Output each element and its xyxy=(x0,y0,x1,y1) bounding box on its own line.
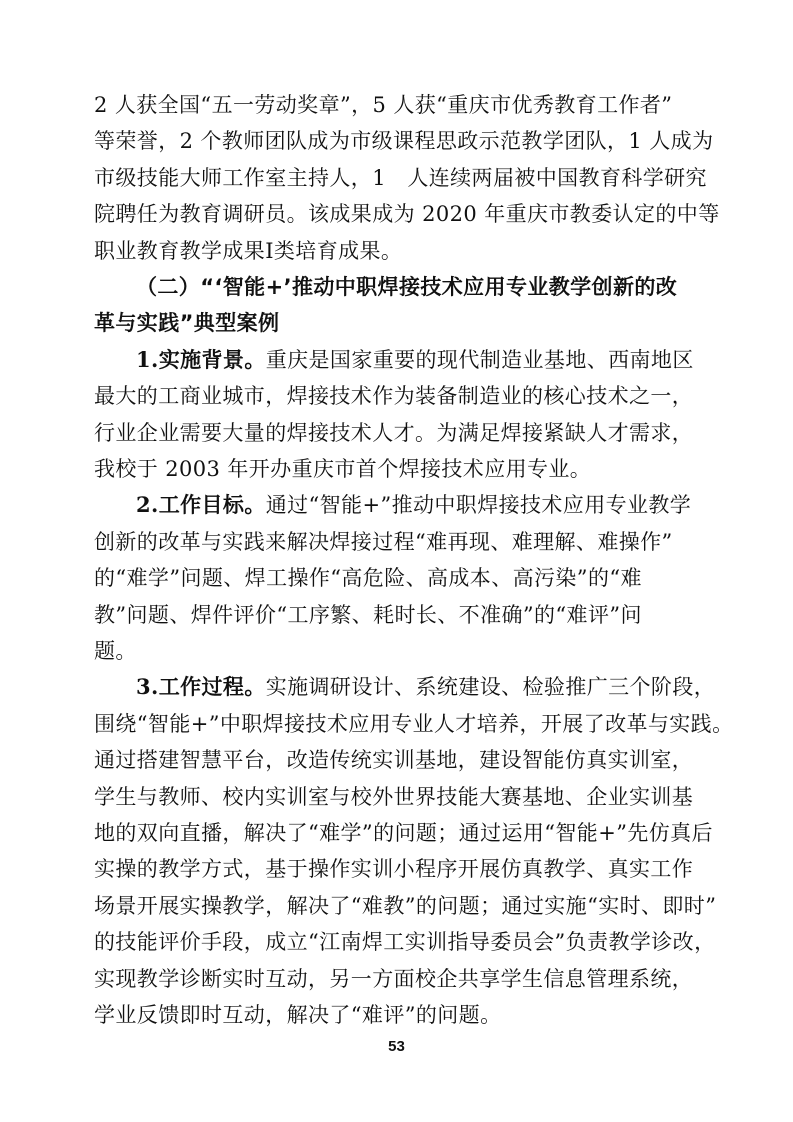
paragraph-line: 行业企业需要大量的焊接技术人才。为满足焊接紧缺人才需求， xyxy=(94,421,694,445)
paragraph-lead: 3.工作过程。 xyxy=(136,674,266,699)
paragraph-line: 等荣誉，2 个教师团队成为市级课程思政示范教学团队，1 人成为 xyxy=(94,129,714,153)
paragraph-lead: 2.工作目标。 xyxy=(136,492,266,517)
section-heading-line: （二）“‘智能+’推动中职焊接技术应用专业教学创新的改 xyxy=(136,275,678,299)
paragraph-line: 2 人获全国“五一劳动奖章”，5 人获“重庆市优秀教育工作者” xyxy=(94,93,673,117)
paragraph-line: 院聘任为教育调研员。该成果成为 2020 年重庆市教委认定的中等 xyxy=(94,202,720,226)
paragraph-line: 学生与教师、校内实训室与校外世界技能大赛基地、企业实训基 xyxy=(94,785,694,809)
paragraph-line: 实现教学诊断实时互动，另一方面校企共享学生信息管理系统， xyxy=(94,967,694,991)
paragraph-line: 题。 xyxy=(94,639,137,663)
paragraph-line: 学业反馈即时互动，解决了“难评”的问题。 xyxy=(94,1003,502,1027)
paragraph-line: 地的双向直播，解决了“难学”的问题；通过运用“智能+”先仿真后 xyxy=(94,821,713,845)
paragraph-line: 通过搭建智慧平台，改造传统实训基地，建设智能仿真实训室， xyxy=(94,748,694,772)
paragraph-lead: 1.实施背景。 xyxy=(136,347,266,372)
paragraph-line: 的“难学”问题、焊工操作“高危险、高成本、高污染”的“难 xyxy=(94,566,642,590)
paragraph-line: 围绕“智能+”中职焊接技术应用专业人才培养，开展了改革与实践。 xyxy=(94,712,734,736)
page-number: 53 xyxy=(388,1038,405,1055)
paragraph-line: 的技能评价手段，成立“江南焊工实训指导委员会”负责教学诊改， xyxy=(94,930,716,954)
paragraph-line: 教”问题、焊件评价“工序繁、耗时长、不准确”的“难评”问 xyxy=(94,603,642,627)
paragraph-line xyxy=(136,490,691,520)
paragraph-line xyxy=(136,672,715,702)
paragraph-line: 职业教育教学成果Ⅰ类培育成果。 xyxy=(94,239,403,263)
paragraph-line xyxy=(136,345,694,375)
paragraph-line: 我校于 2003 年开办重庆市首个焊接技术应用专业。 xyxy=(94,457,592,481)
paragraph-line: 市级技能大师工作室主持人，1 人连续两届被中国教育科学研究 xyxy=(94,166,707,190)
paragraph-line: 最大的工商业城市，焊接技术作为装备制造业的核心技术之一， xyxy=(94,384,694,408)
paragraph-text: 实施调研设计、系统建设、检验推广三个阶段， xyxy=(265,675,716,699)
paragraph-text: 通过“智能+”推动中职焊接技术应用专业教学 xyxy=(265,493,692,517)
paragraph-line: 创新的改革与实践来解决焊接过程“难再现、难理解、难操作” xyxy=(94,530,673,554)
paragraph-text: 重庆是国家重要的现代制造业基地、西南地区 xyxy=(265,348,694,372)
section-heading-line: 革与实践”典型案例 xyxy=(94,311,280,335)
paragraph-line: 实操的教学方式，基于操作实训小程序开展仿真教学、真实工作 xyxy=(94,857,694,881)
paragraph-line: 场景开展实操教学，解决了“难教”的问题；通过实施“实时、即时” xyxy=(94,894,717,918)
